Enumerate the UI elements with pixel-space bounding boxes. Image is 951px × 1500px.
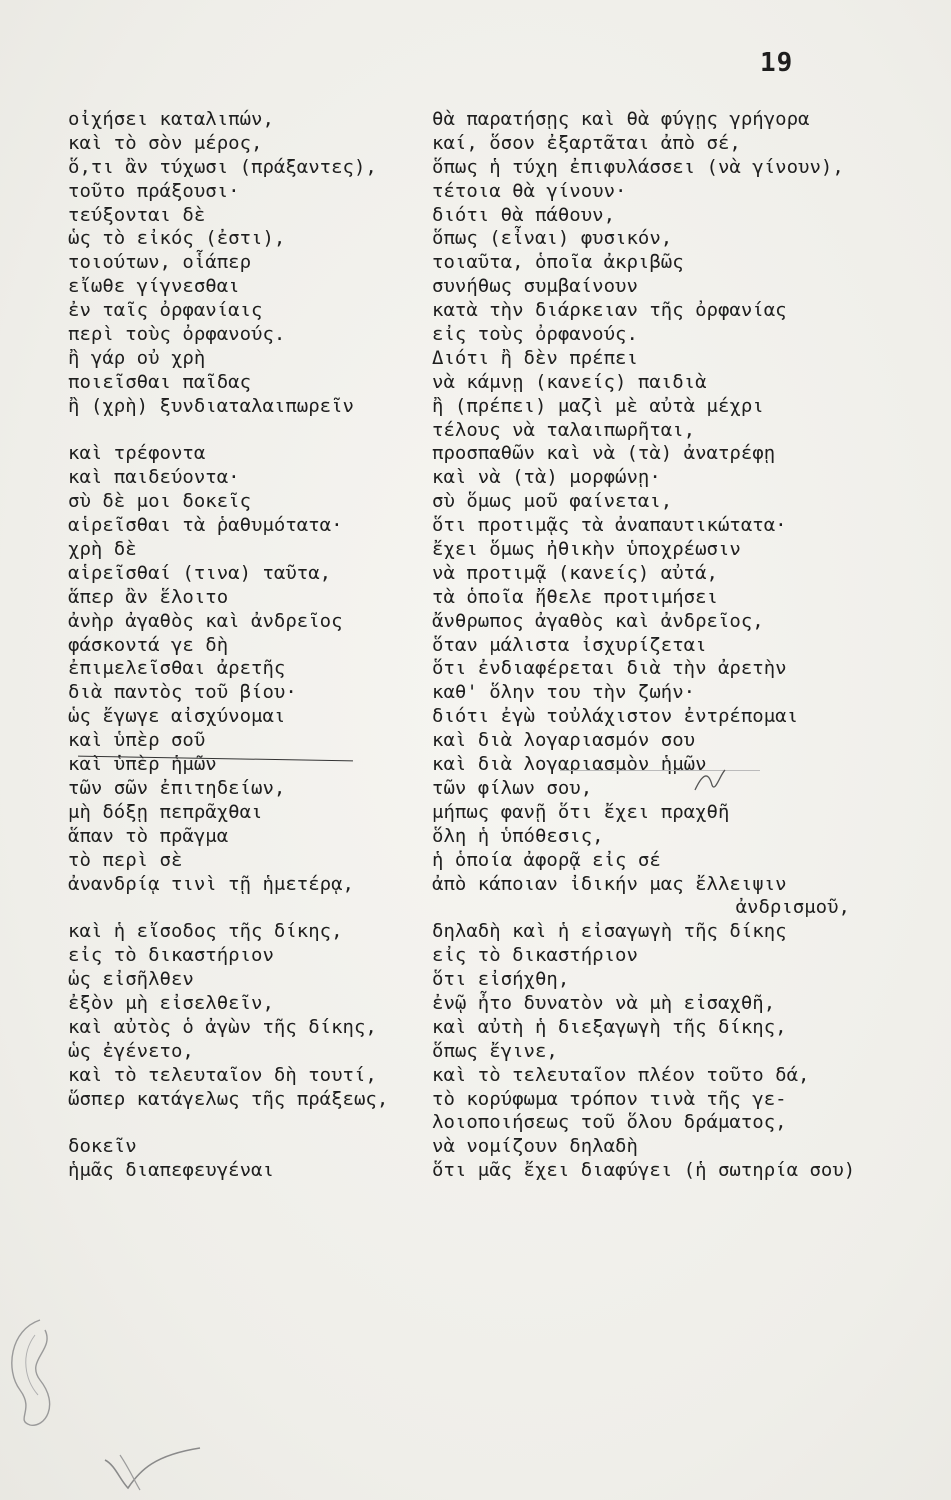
text-line: καὶ ἡ εἴσοδος τῆς δίκης, [68, 920, 343, 943]
text-line: ὅτι προτιμᾷς τὰ ἀναπαυτικώτατα· [432, 514, 787, 537]
text-line: ἔχει ὅμως ἠθικὴν ὑποχρέωσιν [432, 538, 741, 561]
text-line: ἀνανδρίᾳ τινὶ τῇ ἡμετέρᾳ, [68, 872, 354, 895]
text-line: ἅπερ ἂν ἕλοιτο [68, 585, 229, 608]
text-line: χρὴ δὲ [68, 538, 137, 561]
text-line: διότι ἐγὼ τοὐλάχιστον ἐντρέπομαι [432, 705, 799, 728]
pencil-mark-icon [690, 765, 730, 795]
text-line: σὺ δὲ μοι δοκεῖς [68, 490, 252, 513]
text-line: ἡ ὁποία ἀφορᾷ εἰς σέ [432, 848, 661, 871]
text-line: τεύξονται δὲ [68, 203, 206, 226]
stanza-gap [68, 1111, 418, 1135]
bleed-through-mark [560, 770, 760, 771]
text-line: μὴ δόξῃ πεπρᾶχθαι [68, 800, 263, 823]
text-line: τέλους νὰ ταλαιπωρῆται, [432, 418, 696, 441]
text-line: ὅτι εἰσήχθη, [432, 968, 570, 991]
text-line: καὶ παιδεύοντα· [68, 466, 240, 489]
stanza-gap [68, 419, 418, 443]
text-line: καὶ νὰ (τὰ) μορφώνῃ· [432, 466, 661, 489]
pencil-scribble-icon [0, 1310, 80, 1430]
text-line: τὸ κορύφωμα τρόπον τινὰ τῆς γε- [432, 1087, 787, 1110]
text-line: τοιαῦτα, ὁποῖα ἀκριβῶς [432, 251, 684, 274]
text-line: ὅπως (εἶναι) φυσικόν, [432, 227, 673, 250]
text-line: ὡς τὸ εἰκός (ἐστι), [68, 227, 286, 250]
text-line: περὶ τοὺς ὀρφανούς. [68, 323, 286, 346]
text-line: ἅπαν τὸ πρᾶγμα [68, 824, 229, 847]
text-line: δηλαδὴ καὶ ἡ εἰσαγωγὴ τῆς δίκης [432, 920, 787, 943]
text-line: ὅτι μᾶς ἔχει διαφύγει (ἡ σωτηρία σου) [432, 1159, 856, 1182]
text-line: τὸ περὶ σὲ [68, 848, 183, 871]
text-line: ὡς εἰσῆλθεν [68, 968, 194, 991]
text-line: ὡς ἔγωγε αἰσχύνομαι [68, 705, 286, 728]
text-line: ἡμᾶς διαπεφευγέναι [68, 1159, 274, 1182]
text-line: τῶν φίλων σου, [432, 776, 593, 799]
text-line: ἐνῷ ἦτο δυνατὸν νὰ μὴ εἰσαχθῆ, [432, 991, 776, 1014]
text-line: μήπως φανῇ ὅτι ἔχει πραχθῆ [432, 800, 730, 823]
text-line: νὰ προτιμᾷ (κανείς) αὐτά, [432, 561, 718, 584]
text-line: ἄνθρωπος ἀγαθὸς καὶ ἀνδρεῖος, [432, 609, 764, 632]
text-line: ὅπως ἡ τύχη ἐπιφυλάσσει (νὰ γίνουν), [432, 155, 844, 178]
text-line: λοιοποιήσεως τοῦ ὅλου δράματος, [432, 1111, 787, 1134]
text-line: καὶ διὰ λογαριασμόν σου [432, 729, 696, 752]
text-line: τῶν σῶν ἐπιτηδείων, [68, 776, 286, 799]
pencil-checkmark-icon [100, 1440, 210, 1495]
text-line: ἢ γάρ οὐ χρὴ [68, 346, 206, 369]
text-line: καὶ τρέφοντα [68, 442, 206, 465]
text-line: αἱρεῖσθαι τὰ ῥαθυμότατα· [68, 514, 343, 537]
text-line: τοῦτο πράξουσι· [68, 179, 240, 202]
text-line: ὅπως ἔγινε, [432, 1039, 558, 1062]
text-line: ἀνὴρ ἀγαθὸς καὶ ἀνδρεῖος [68, 609, 343, 632]
text-line: οἰχήσει καταλιπών, [68, 108, 274, 130]
text-line: τέτοια θὰ γίνουν· [432, 179, 627, 202]
text-line: θὰ παρατήσῃς καὶ θὰ φύγῃς γρήγορα [432, 108, 810, 130]
modern-greek-translation-column [432, 108, 932, 1183]
text-line: νὰ νομίζουν δηλαδὴ [432, 1135, 638, 1158]
text-line: τοιούτων, οἷάπερ [68, 251, 252, 274]
text-line: φάσκοντά γε δὴ [68, 633, 229, 656]
greek-original-column [68, 108, 418, 1183]
text-line: καὶ διὰ λογαριασμὸν ἡμῶν [432, 753, 707, 776]
text-line: ὥσπερ κατάγελως τῆς πράξεως, [68, 1087, 389, 1110]
text-line: ὅ,τι ἂν τύχωσι (πράξαντες), [68, 155, 377, 178]
text-line: κατὰ τὴν διάρκειαν τῆς ὀρφανίας [432, 299, 787, 322]
text-line: καὶ τὸ σὸν μέρος, [68, 131, 263, 154]
text-line: καθ' ὅλην του τὴν ζωήν· [432, 681, 696, 704]
text-line: εἰς τοὺς ὀρφανούς. [432, 323, 638, 346]
text-line: ἢ (χρὴ) ξυνδιαταλαιπωρεῖν [68, 394, 354, 417]
page-number: 19 [760, 48, 794, 78]
text-line: ἐπιμελεῖσθαι ἀρετῆς [68, 657, 286, 680]
text-line: εἰς τὸ δικαστήριον [68, 944, 274, 967]
text-line: διότι θὰ πάθουν, [432, 203, 616, 226]
text-line: ἀπὸ κάποιαν ἰδικήν μας ἔλλειψιν [432, 872, 787, 895]
text-line: σὺ ὅμως μοῦ φαίνεται, [432, 490, 673, 513]
text-line: καὶ τὸ τελευταῖον πλέον τοῦτο δά, [432, 1063, 810, 1086]
stanza-gap [68, 896, 418, 920]
text-line: ἀνδρισμοῦ, [735, 896, 850, 919]
text-line: Διότι ἢ δὲν πρέπει [432, 346, 638, 369]
text-line: ὅταν μάλιστα ἰσχυρίζεται [432, 633, 707, 656]
text-line: καὶ ὑπὲρ ἡμῶν [68, 753, 217, 776]
text-line: ὡς ἐγένετο, [68, 1039, 194, 1062]
text-line: ποιεῖσθαι παῖδας [68, 370, 252, 393]
text-line: τὰ ὁποῖα ἤθελε προτιμήσει [432, 585, 718, 608]
text-line: ἐξὸν μὴ εἰσελθεῖν, [68, 991, 274, 1014]
text-line: εἰς τὸ δικαστήριον [432, 944, 638, 967]
text-line: καὶ αὐτὸς ὁ ἀγὼν τῆς δίκης, [68, 1015, 377, 1038]
text-line: αἱρεῖσθαί (τινα) ταῦτα, [68, 561, 332, 584]
text-line: εἴωθε γίγνεσθαι [68, 275, 240, 298]
text-line: ὅλη ἡ ὑπόθεσις, [432, 824, 604, 847]
text-line: συνήθως συμβαίνουν [432, 275, 638, 298]
text-line: ὅτι ἐνδιαφέρεται διὰ τὴν ἀρετὴν [432, 657, 787, 680]
text-line: προσπαθῶν καὶ νὰ (τὰ) ἀνατρέφῃ [432, 442, 776, 465]
text-line: νὰ κάμνῃ (κανείς) παιδιὰ [432, 370, 707, 393]
text-line: διὰ παντὸς τοῦ βίου· [68, 681, 297, 704]
text-line: δοκεῖν [68, 1135, 137, 1158]
text-line: καὶ τὸ τελευταῖον δὴ τουτί, [68, 1063, 377, 1086]
text-line: καί, ὅσον ἐξαρτᾶται ἀπὸ σέ, [432, 131, 741, 154]
text-line: καὶ αὐτὴ ἡ διεξαγωγὴ τῆς δίκης, [432, 1015, 787, 1038]
text-line: ἢ (πρέπει) μαζὶ μὲ αὐτὰ μέχρι [432, 394, 764, 417]
text-line: ἐν ταῖς ὀρφανίαις [68, 299, 263, 322]
text-line: καὶ ὑπὲρ σοῦ [68, 729, 206, 752]
